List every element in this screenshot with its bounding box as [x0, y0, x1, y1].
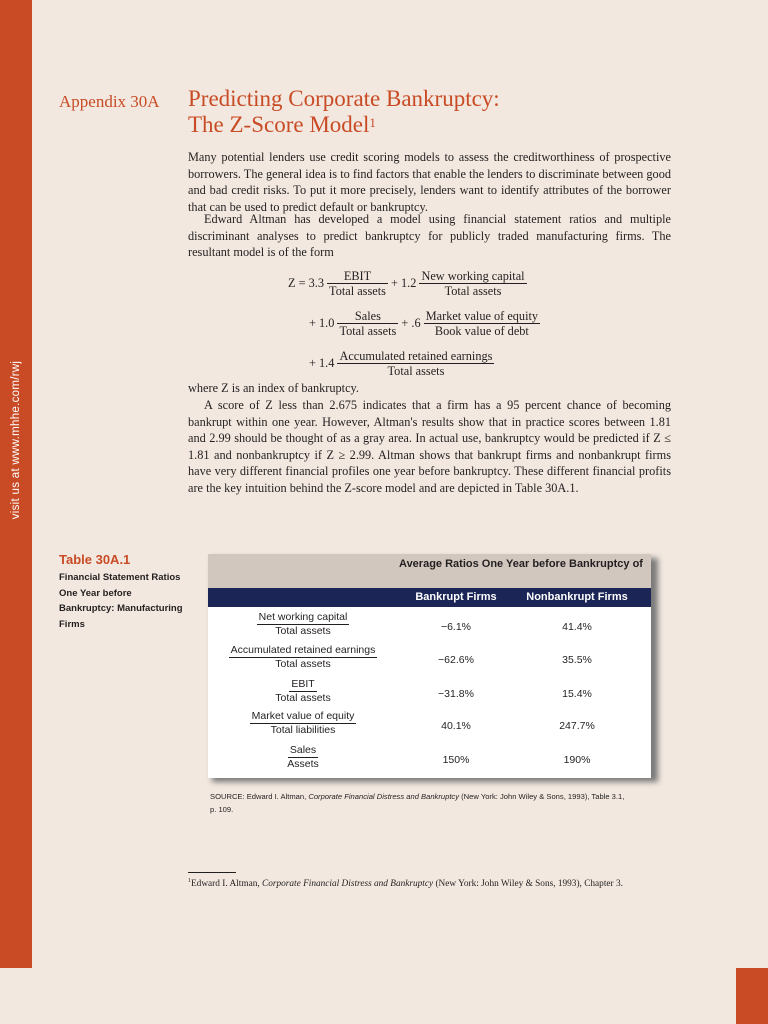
- footnote-rule: [188, 872, 236, 873]
- ratio-numerator: Accumulated retained earnings: [230, 644, 376, 656]
- ratio-label: [218, 644, 388, 671]
- ratio-label: [218, 744, 388, 771]
- ratio-label: [218, 710, 388, 737]
- table-row: [208, 710, 651, 743]
- source-prefix: SOURCE: Edward I. Altman,: [210, 792, 309, 801]
- formula-line-2: [309, 309, 540, 338]
- title-footnote-mark[interactable]: 1: [369, 115, 376, 130]
- formula-numerator: Accumulated retained earnings: [339, 349, 493, 363]
- source-title: Corporate Financial Distress and Bankruptcy: [308, 792, 460, 801]
- table-source: [210, 790, 630, 816]
- nonbankrupt-value: 247.7%: [559, 720, 595, 732]
- ratio-numerator: Market value of equity: [251, 710, 355, 722]
- formula-numerator: New working capital: [421, 269, 525, 283]
- formula-denominator: Book value of debt: [434, 324, 529, 338]
- formula-term-retained: [337, 349, 494, 378]
- ratio-numerator: Sales: [289, 744, 317, 756]
- formula-denominator: Total assets: [387, 364, 445, 378]
- formula-coefficient: + 1.0: [309, 316, 335, 330]
- table-caption: Financial Statement Ratios One Year before Bankruptcy: Manufacturing Firms: [59, 572, 183, 630]
- title-line-2: The Z-Score Model: [188, 112, 370, 137]
- formula-line-3: [309, 349, 494, 378]
- website-url[interactable]: visit us at www.mhhe.com/rwj: [10, 360, 22, 520]
- formula-denominator: Total assets: [329, 284, 386, 298]
- bankrupt-value: −62.6%: [438, 654, 474, 666]
- page-title: [188, 86, 500, 138]
- formula-term-nwc: [419, 269, 526, 298]
- bankrupt-value: −31.8%: [438, 688, 474, 700]
- table-label: [59, 552, 189, 632]
- table-row: [208, 744, 651, 777]
- bankrupt-value: −6.1%: [440, 621, 472, 633]
- footnote-mark: 1: [188, 878, 191, 884]
- formula-term-ebit: [327, 269, 388, 298]
- nonbankrupt-value: 15.4%: [562, 688, 592, 700]
- formula-term-sales: [337, 309, 398, 338]
- footnote-prefix: Edward I. Altman,: [191, 879, 263, 890]
- table-row: [208, 678, 651, 711]
- formula-line-1: [288, 269, 527, 298]
- table-column-header: [208, 588, 651, 607]
- ratio-denominator: Total liabilities: [270, 724, 336, 736]
- ratio-label: [218, 611, 388, 638]
- table-row: [208, 644, 651, 677]
- footnote-suffix: (New York: John Wiley & Sons, 1993), Chapter 3.: [433, 879, 623, 890]
- table-group-header: [208, 554, 651, 588]
- footnote: [188, 878, 623, 889]
- footnote-title: Corporate Financial Distress and Bankruptcy: [262, 879, 434, 890]
- formula-coefficient: + 1.2: [390, 276, 417, 290]
- side-bar: [0, 0, 32, 968]
- formula-denominator: Total assets: [444, 284, 502, 298]
- formula-numerator: Market value of equity: [425, 309, 539, 323]
- ratio-table: [208, 554, 651, 778]
- ratio-denominator: Total assets: [275, 625, 331, 637]
- nonbankrupt-value: 41.4%: [562, 621, 592, 633]
- ratio-denominator: Assets: [287, 758, 319, 770]
- bankrupt-value: 150%: [442, 754, 470, 766]
- bankrupt-value: 40.1%: [441, 720, 471, 732]
- formula-denominator: Total assets: [339, 324, 397, 338]
- title-line-1: Predicting Corporate Bankruptcy:: [188, 86, 500, 111]
- group-header-text: Average Ratios One Year before Bankruptcy of: [399, 558, 643, 570]
- col-header-bankrupt: Bankrupt Firms: [415, 591, 497, 603]
- corner-block: [736, 968, 768, 1024]
- formula-term-mve: [424, 309, 540, 338]
- ratio-denominator: Total assets: [275, 692, 331, 704]
- formula-numerator: EBIT: [327, 269, 388, 284]
- ratio-label: [218, 678, 388, 705]
- col-header-nonbankrupt: Nonbankrupt Firms: [526, 591, 628, 603]
- table-number: Table 30A.1: [59, 552, 131, 567]
- formula-coefficient: + 1.4: [309, 356, 335, 370]
- paragraph-2: Edward Altman has developed a model using financial statement ratios and multiple discriminant analyses to predict bankruptcy for publicly traded manufacturing firms. The resultant model is of the form: [188, 212, 671, 259]
- ratio-denominator: Total assets: [275, 658, 331, 670]
- formula-coefficient: + .6: [401, 316, 421, 330]
- paragraph-4: A score of Z less than 2.675 indicates that a firm has a 95 percent chance of becoming bankrupt within one year. However, Altman's results show that in practice scores between 1.81 and 2.99 should be thought of as a gray area. In actual use, bankruptcy would be predicted if Z ≤ 1.81 and nonbankruptcy if Z ≥ 2.99. Altman shows that bankrupt firms and nonbankrupt firms have very different financial profiles one year before bankruptcy. These different financial profits are the key intuition behind the Z-score model and are depicted in Table 30A.1.: [188, 398, 671, 495]
- ratio-numerator: EBIT: [291, 678, 315, 690]
- ratio-numerator: Net working capital: [258, 611, 348, 623]
- formula-numerator: Sales: [337, 309, 398, 324]
- paragraph-3: where Z is an index of bankruptcy.: [188, 381, 359, 395]
- source-suffix: (New York: John Wiley & Sons, 1993), Table 3.1, p. 109.: [210, 792, 625, 814]
- nonbankrupt-value: 190%: [563, 754, 591, 766]
- paragraph-1: Many potential lenders use credit scoring models to assess the creditworthiness of prospective borrowers. The general idea is to find factors that enable the lenders to discriminate between good and bad credit risks. To put it more precisely, lenders want to identify attributes of the borrower that can be used to predict default or bankruptcy.: [188, 150, 671, 214]
- appendix-label: Appendix 30A: [59, 92, 160, 111]
- nonbankrupt-value: 35.5%: [562, 654, 592, 666]
- table-row: [208, 611, 651, 644]
- formula-z-prefix: Z = 3.3: [288, 276, 324, 290]
